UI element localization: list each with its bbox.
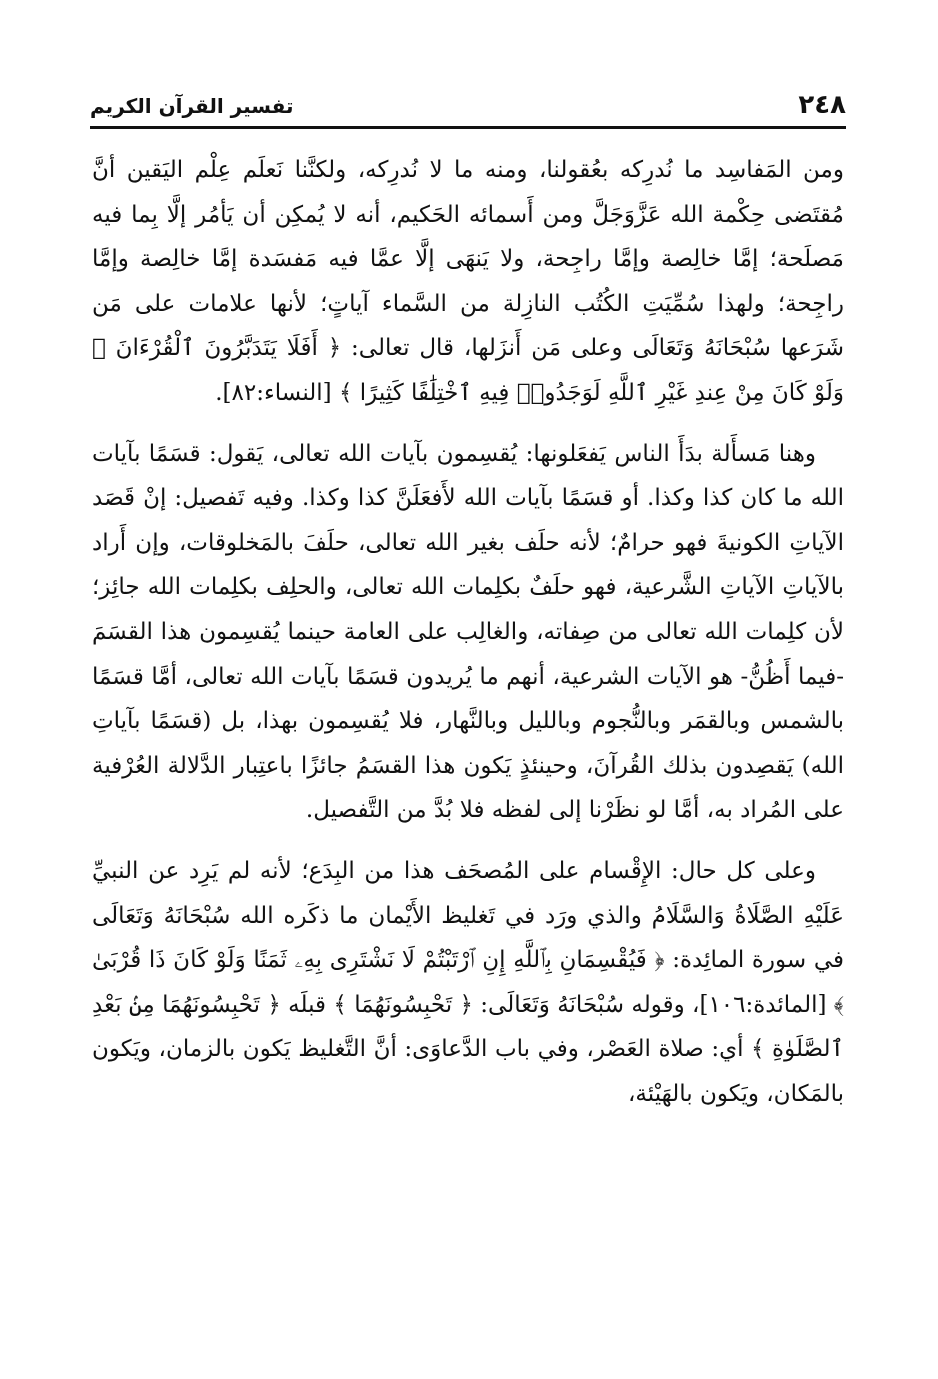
paragraph-2: وهنا مَسأَلة بدَأَ الناس يَفعَلونها: يُقسِمون بآيات الله تعالى، يَقول: قسَمًا بآيات الله ما كان كذا وكذا. أو قسَمًا بآيات الله لأَفعَلَنَّ كذا وكذا. وفيه تَفصيل: إنْ قَصَد الآياتِ الكونيةَ فهو حرامٌ؛ لأنه حلَف بغير الله تعالى، حلَفَ بالمَخلوقات، وإن أَراد بالآياتِ الآياتِ الشَّرعية، فهو حلَفٌ بكلِمات الله تعالى، والحلِف بكلِمات الله جائِز؛ لأن كلِمات الله تعالى من صِفاته، والغالِب على العامة حينما يُقسِمون هذا القسَمَ -فيما أَظُنُّ- هو الآيات الشرعية، أنهم ما يُريدون قسَمًا بآيات الله تعالى، أمَّا قسَمًا بالشمس وبالقمَر وبالنُّجوم وبالليل وبالنَّهار، فلا يُقسِمون بهذا، بل (قسَمًا بآياتِ الله) يَقصِدون بذلك القُرآنَ، وحينئذٍ يَكون هذا القسَمُ جائزًا باعتِبار الدَّلالة العُرْفية على المُراد به، أمَّا لو نظَرْنا إلى لفظه فلا بُدَّ من التَّفصيل. [92,440,844,824]
book-title: تفسير القرآن الكريم [90,94,294,118]
paragraph-3: وعلى كل حال: الإِقْسام على المُصحَف هذا من البِدَع؛ لأنه لم يَرِد عن النبيِّ عَلَيْهِ الصَّلَاةُ وَالسَّلَامُ والذي ورَد في تَغليظ الأَيْمان ما ذكَره الله سُبْحَانَهُ وَتَعَالَى في سورة المائِدة: ﴿ فَيُقْسِمَانِ بِٱللَّهِ إِنِ ٱرْتَبْتُمْ لَا نَشْتَرِى بِهِۦ ثَمَنًا وَلَوْ كَانَ ذَا قُرْبَىٰ ﴾ [المائدة:١٠٦]، وقوله سُبْحَانَهُ وَتَعَالَى: ﴿ تَحْبِسُونَهُمَا ﴾ قبلَه ﴿ تَحْبِسُونَهُمَا مِنۢ بَعْدِ ٱلصَّلَوٰةِ ﴾ أي: صلاة العَصْر، وفي باب الدَّعاوَى: أنَّ التَّغليظ يَكون بالزمان، ويَكون بالمَكان، ويَكون بالهَيْئة، [92,857,844,1107]
header-divider [90,126,846,129]
paragraph-1: ومن المَفاسِد ما نُدرِكه بعُقولنا، ومنه ما لا نُدرِكه، ولكنَّنا نَعلَم عِلْم اليَقين أنَّ مُقتَضى حِكْمة الله عَزَّوَجَلَّ ومن أَسمائه الحَكيم، أنه لا يُمكِن أن يَأمُر إلَّا بِما فيه مَصلَحة؛ إمَّا خالِصة وإمَّا راجِحة، ولا يَنهَى إلَّا عمَّا فيه مَفسَدة إمَّا خالِصة وإمَّا راجِحة؛ ولهذا سُمِّيَتِ الكُتُب النازِلة من السَّماء آياتٍ؛ لأنها علامات على مَن شَرَعها سُبْحَانَهُ وَتَعَالَى وعلى مَن أَنزَلها، قال تعالى: ﴿ أَفَلَا يَتَدَبَّرُونَ ٱلْقُرْءَانَ ۚ وَلَوْ كَانَ مِنْ عِندِ غَيْرِ ٱللَّهِ لَوَجَدُوا۟ فِيهِ ٱخْتِلَٰفًا كَثِيرًا ﴾ [النساء:٨٢]. [92,157,844,406]
page-header [90,86,846,126]
page-number: ٢٤٨ [798,90,846,120]
page-body [92,148,844,1132]
